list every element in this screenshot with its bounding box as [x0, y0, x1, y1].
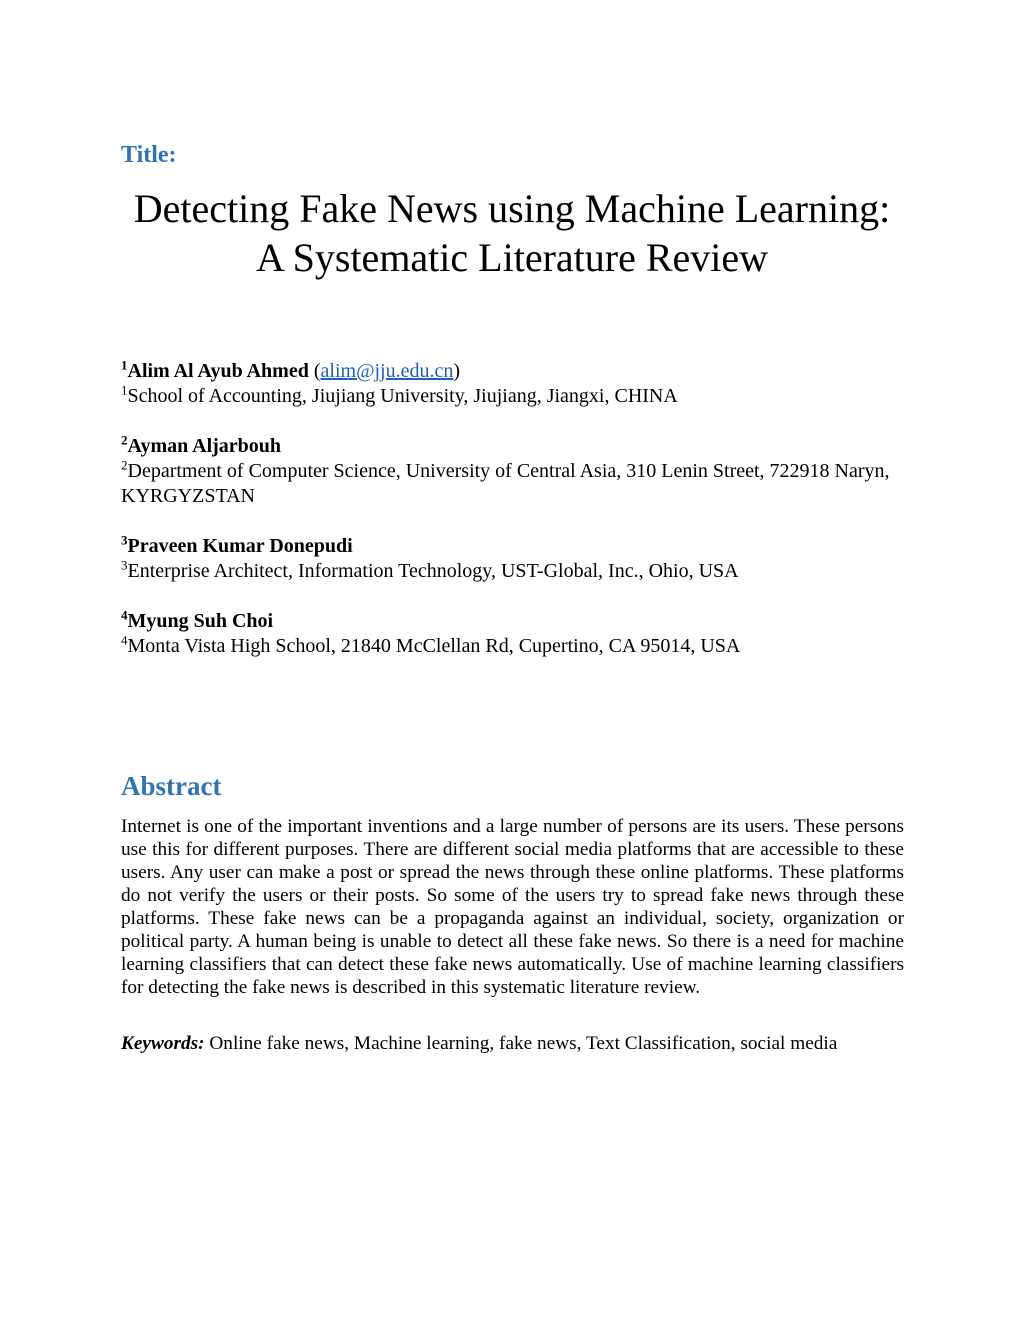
abstract-heading: Abstract — [121, 771, 222, 801]
email-close-paren: ) — [453, 360, 461, 382]
email-open-paren: ( — [313, 360, 321, 382]
author-name: Praveen Kumar Donepudi — [127, 535, 353, 557]
author-name-line — [121, 609, 904, 634]
affiliation-text: School of Accounting, Jiujiang University, Jiujiang, Jiangxi, CHINA — [127, 385, 678, 407]
affiliation-text: Department of Computer Science, University of Central Asia, 310 Lenin Street, 722918 Naryn, KYRGYZSTAN — [121, 460, 890, 507]
author-list — [121, 359, 904, 659]
affiliation-number: 1 — [121, 382, 128, 398]
paper-title-line-2: A Systematic Literature Review — [255, 235, 769, 280]
keywords-line — [121, 1032, 904, 1055]
paper-title — [0, 184, 1024, 282]
title-label: Title: — [121, 142, 177, 168]
author-affiliation — [121, 559, 904, 584]
author-number: 3 — [121, 532, 128, 548]
paper-title-line-1: Detecting Fake News using Machine Learning: — [133, 186, 891, 231]
author-name-line — [121, 434, 904, 459]
author-affiliation — [121, 384, 904, 409]
author-name: Ayman Aljarbouh — [127, 435, 282, 457]
author-name: Alim Al Ayub Ahmed — [127, 360, 309, 382]
author-block-4 — [121, 609, 904, 659]
author-affiliation — [121, 634, 904, 659]
author-name-line — [121, 359, 904, 384]
author-affiliation — [121, 459, 904, 509]
affiliation-number: 4 — [121, 632, 128, 648]
affiliation-text: Monta Vista High School, 21840 McClellan Rd, Cupertino, CA 95014, USA — [127, 635, 741, 657]
author-number: 1 — [121, 357, 128, 373]
keywords-text: Online fake news, Machine learning, fake news, Text Classification, social media — [209, 1033, 838, 1054]
author-email-link[interactable]: alim@jju.edu.cn — [320, 360, 454, 382]
author-block-2 — [121, 434, 904, 509]
author-number: 4 — [121, 607, 128, 623]
keywords-label: Keywords: — [121, 1033, 205, 1054]
affiliation-number: 2 — [121, 457, 128, 473]
abstract-body: Internet is one of the important inventions and a large number of persons are its users. These persons use this for different purposes. There are different social media platforms that are accessible to these users. Any user can make a post or spread the news through these online platforms. These platforms do not verify the users or their posts. So some of the users try to spread fake news through these platforms. These fake news can be a propaganda against an individual, society, organization or political party. A human being is unable to detect all these fake news. So there is a need for machine learning classifiers that can detect these fake news automatically. Use of machine learning classifiers for detecting the fake news is described in this systematic literature review. — [121, 816, 904, 998]
affiliation-number: 3 — [121, 557, 128, 573]
author-name-line — [121, 534, 904, 559]
author-block-1 — [121, 359, 904, 409]
author-block-3 — [121, 534, 904, 584]
author-number: 2 — [121, 432, 128, 448]
author-name: Myung Suh Choi — [127, 610, 274, 632]
affiliation-text: Enterprise Architect, Information Technology, UST-Global, Inc., Ohio, USA — [127, 560, 739, 582]
